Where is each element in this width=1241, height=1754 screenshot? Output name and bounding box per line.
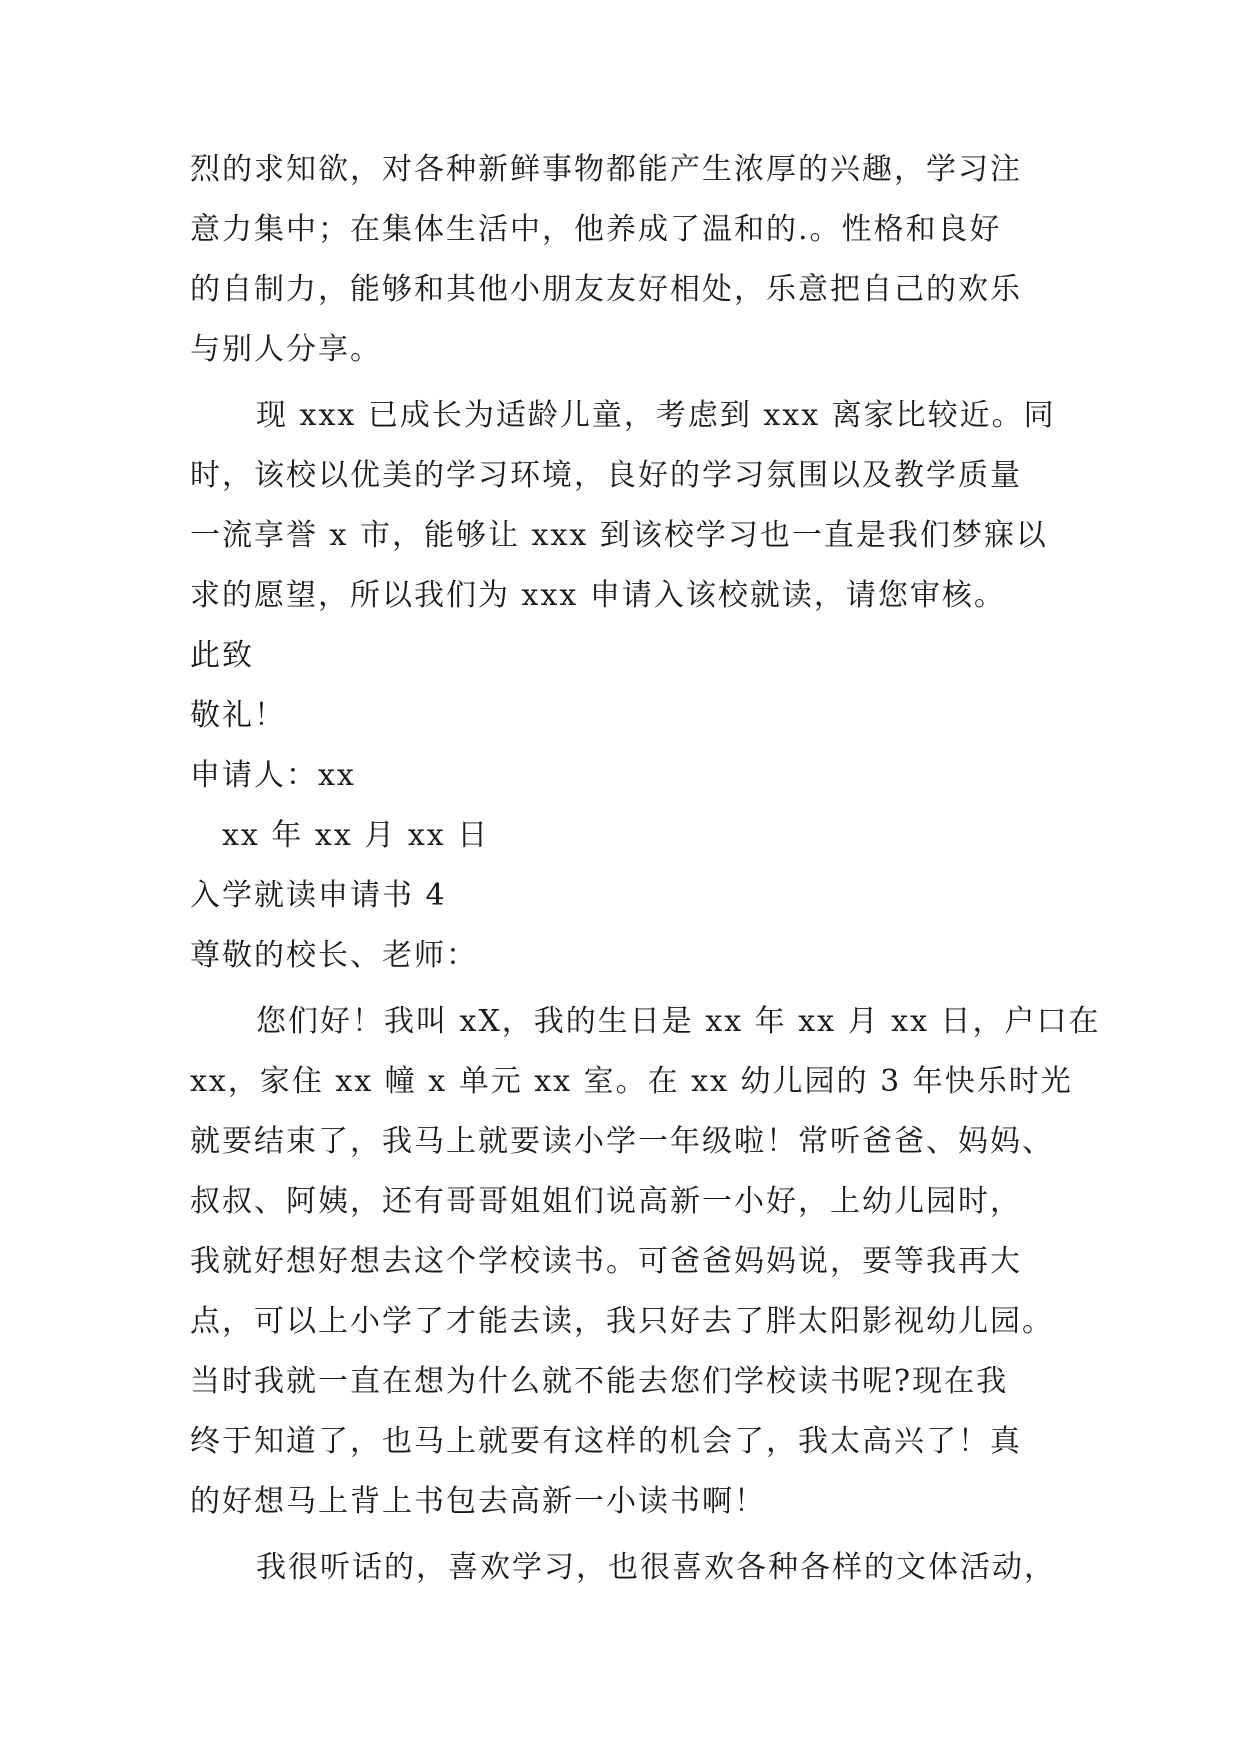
paragraph-first-line: 您们好！我叫 xX，我的生日是 xx 年 xx 月 xx 日，户口在	[256, 1004, 1101, 1039]
text-line: 烈的求知欲，对各种新鲜事物都能产生浓厚的兴趣，学习注	[190, 152, 1022, 187]
text-line: xx，家住 xx 幢 x 单元 xx 室。在 xx 幼儿园的 3 年快乐时光	[190, 1064, 1073, 1099]
salutation: 尊敬的校长、老师：	[190, 938, 478, 973]
section-title: 入学就读申请书 4	[190, 878, 447, 913]
text-line: 一流享誉 x 市，能够让 xxx 到该校学习也一直是我们梦寐以	[190, 518, 1048, 553]
text-line: 我就好想好想去这个学校读书。可爸爸妈妈说，要等我再大	[190, 1244, 1022, 1279]
text-line: 与别人分享。	[190, 332, 382, 367]
text-line: 点，可以上小学了才能去读，我只好去了胖太阳影视幼儿园。	[190, 1304, 1054, 1339]
paragraph-first-line: 我很听话的，喜欢学习，也很喜欢各种各样的文体活动，	[256, 1550, 1056, 1585]
text-line: 当时我就一直在想为什么就不能去您们学校读书呢?现在我	[190, 1364, 1009, 1399]
applicant-signature: 申请人：xx	[190, 758, 356, 793]
text-line: 意力集中；在集体生活中，他养成了温和的.。性格和良好	[190, 212, 1002, 247]
text-line: 叔叔、阿姨，还有哥哥姐姐们说高新一小好，上幼儿园时，	[190, 1184, 1022, 1219]
text-line: 时，该校以优美的学习环境，良好的学习氛围以及教学质量	[190, 458, 1022, 493]
text-line: 终于知道了，也马上就要有这样的机会了，我太高兴了！真	[190, 1424, 1022, 1459]
closing-jingli: 敬礼！	[190, 698, 286, 733]
text-line: 的好想马上背上书包去高新一小读书啊！	[190, 1484, 766, 1519]
date-line: xx 年 xx 月 xx 日	[222, 818, 490, 853]
text-line: 求的愿望，所以我们为 xxx 申请入该校就读，请您审核。	[190, 578, 1006, 613]
paragraph-first-line: 现 xxx 已成长为适龄儿童，考虑到 xxx 离家比较近。同	[256, 398, 1056, 433]
text-line: 就要结束了，我马上就要读小学一年级啦！常听爸爸、妈妈、	[190, 1124, 1054, 1159]
text-line: 的自制力，能够和其他小朋友友好相处，乐意把自己的欢乐	[190, 272, 1022, 307]
closing-cizhi: 此致	[190, 638, 254, 673]
